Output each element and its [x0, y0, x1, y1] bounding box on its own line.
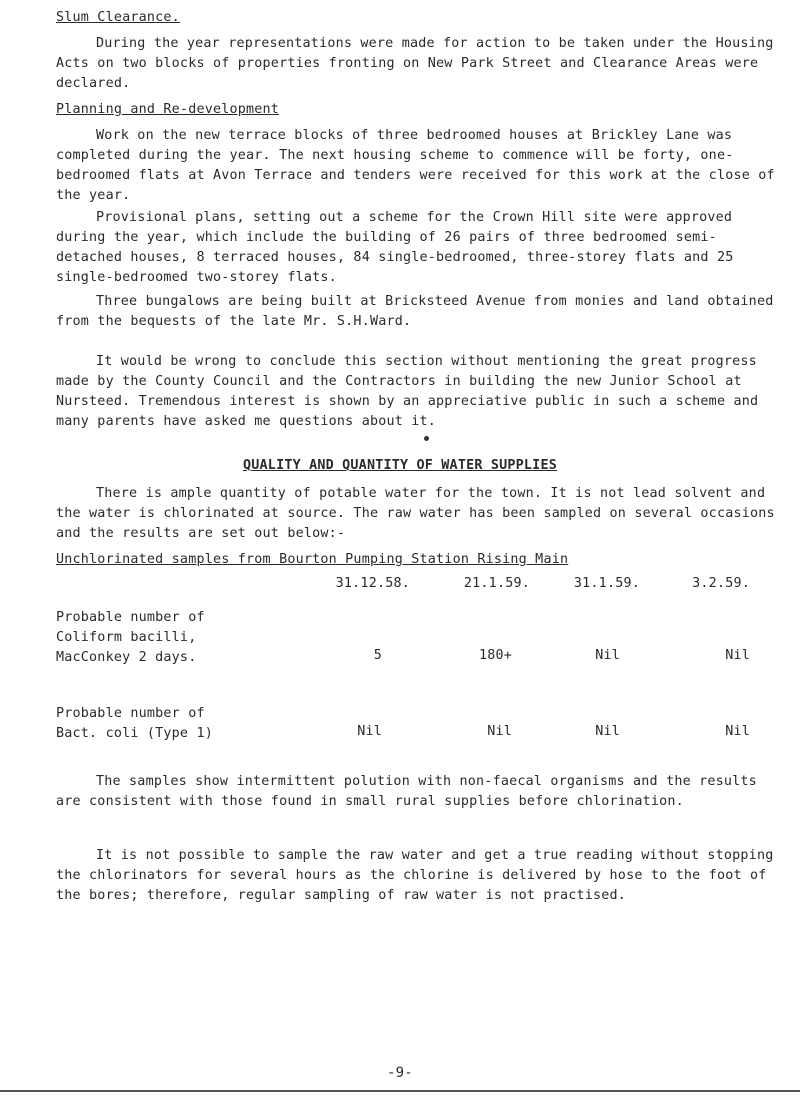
row-label-line: Probable number of [56, 706, 205, 721]
closing-paragraph: It is not possible to sample the raw water and get a true reading without stopping the chlorinators for several hours as the chlorine is delivered by hose to the foot of the bores; therefore, regular sampling of raw water is not practised. [56, 848, 774, 903]
date-column-4: 3.2.59. [692, 576, 750, 591]
table-cell: Nil [595, 724, 620, 739]
table-cell: 180+ [478, 648, 512, 663]
planning-paragraph-1: Work on the new terrace blocks of three bedroomed houses at Brickley Lane was completed during the year. The next housing scheme to commence will be forty, one-bedroomed flats at Avon Terrace and tenders were received for this work at the close of the year. [56, 128, 775, 203]
table-cell: Nil [487, 724, 512, 739]
table-values-coliform [0, 648, 800, 668]
table-cell: Nil [725, 724, 750, 739]
table-caption: Unchlorinated samples from Bourton Pumping Station Rising Main [56, 552, 569, 567]
table-cell: Nil [725, 648, 750, 663]
table-cell: Nil [595, 648, 620, 663]
row-label-line: MacConkey 2 days. [56, 650, 197, 665]
row-label-line: Bact. coli (Type 1) [56, 726, 213, 741]
bullet-dot [424, 436, 429, 441]
planning-paragraph-4: It would be wrong to conclude this section without mentioning the great progress made by the County Council and the Contractors in building the new Junior School at Nursteed. Tremendous interest is shown by an appreciative public in such a scheme and many parents have asked me questions about it. [56, 354, 759, 429]
slum-clearance-heading: Slum Clearance. [56, 10, 180, 25]
table-header-row [0, 576, 800, 596]
slum-clearance-paragraph: During the year representations were made for action to be taken under the Housing Acts on two blocks of properties fronting on New Park Street and Clearance Areas were declared. [56, 36, 774, 91]
page-bottom-rule [0, 1090, 800, 1092]
water-intro-paragraph: There is ample quantity of potable water for the town. It is not lead solvent and the water is chlorinated at source. The raw water has been sampled on several occasions and the results are set out below:- [56, 486, 775, 541]
page-number: -9- [387, 1065, 413, 1081]
row-label-line: Coliform bacilli, [56, 630, 197, 645]
date-column-3: 31.1.59. [573, 576, 640, 591]
planning-heading: Planning and Re-development [56, 102, 280, 117]
table-cell: Nil [357, 724, 382, 739]
date-column-2: 21.1.59. [463, 576, 530, 591]
row-label-line: Probable number of [56, 610, 205, 625]
table-cell: 5 [373, 648, 382, 663]
planning-paragraph-3: Three bungalows are being built at Bricksteed Avenue from monies and land obtained from the bequests of the late Mr. S.H.Ward. [56, 294, 774, 329]
planning-paragraph-2: Provisional plans, setting out a scheme for the Crown Hill site were approved during the year, which include the building of 26 pairs of three bedroomed semi-detached houses, 8 terraced houses, 84 single-bedroomed, three-storey flats and 25 single-bedroomed two-storey flats. [56, 210, 734, 285]
water-section-title: QUALITY AND QUANTITY OF WATER SUPPLIES [243, 458, 557, 473]
after-table-paragraph: The samples show intermittent polution with non-faecal organisms and the results are consistent with those found in small rural supplies before chlorination. [56, 774, 757, 809]
date-column-1: 31.12.58. [335, 576, 410, 591]
table-values-bact-coli [0, 724, 800, 744]
